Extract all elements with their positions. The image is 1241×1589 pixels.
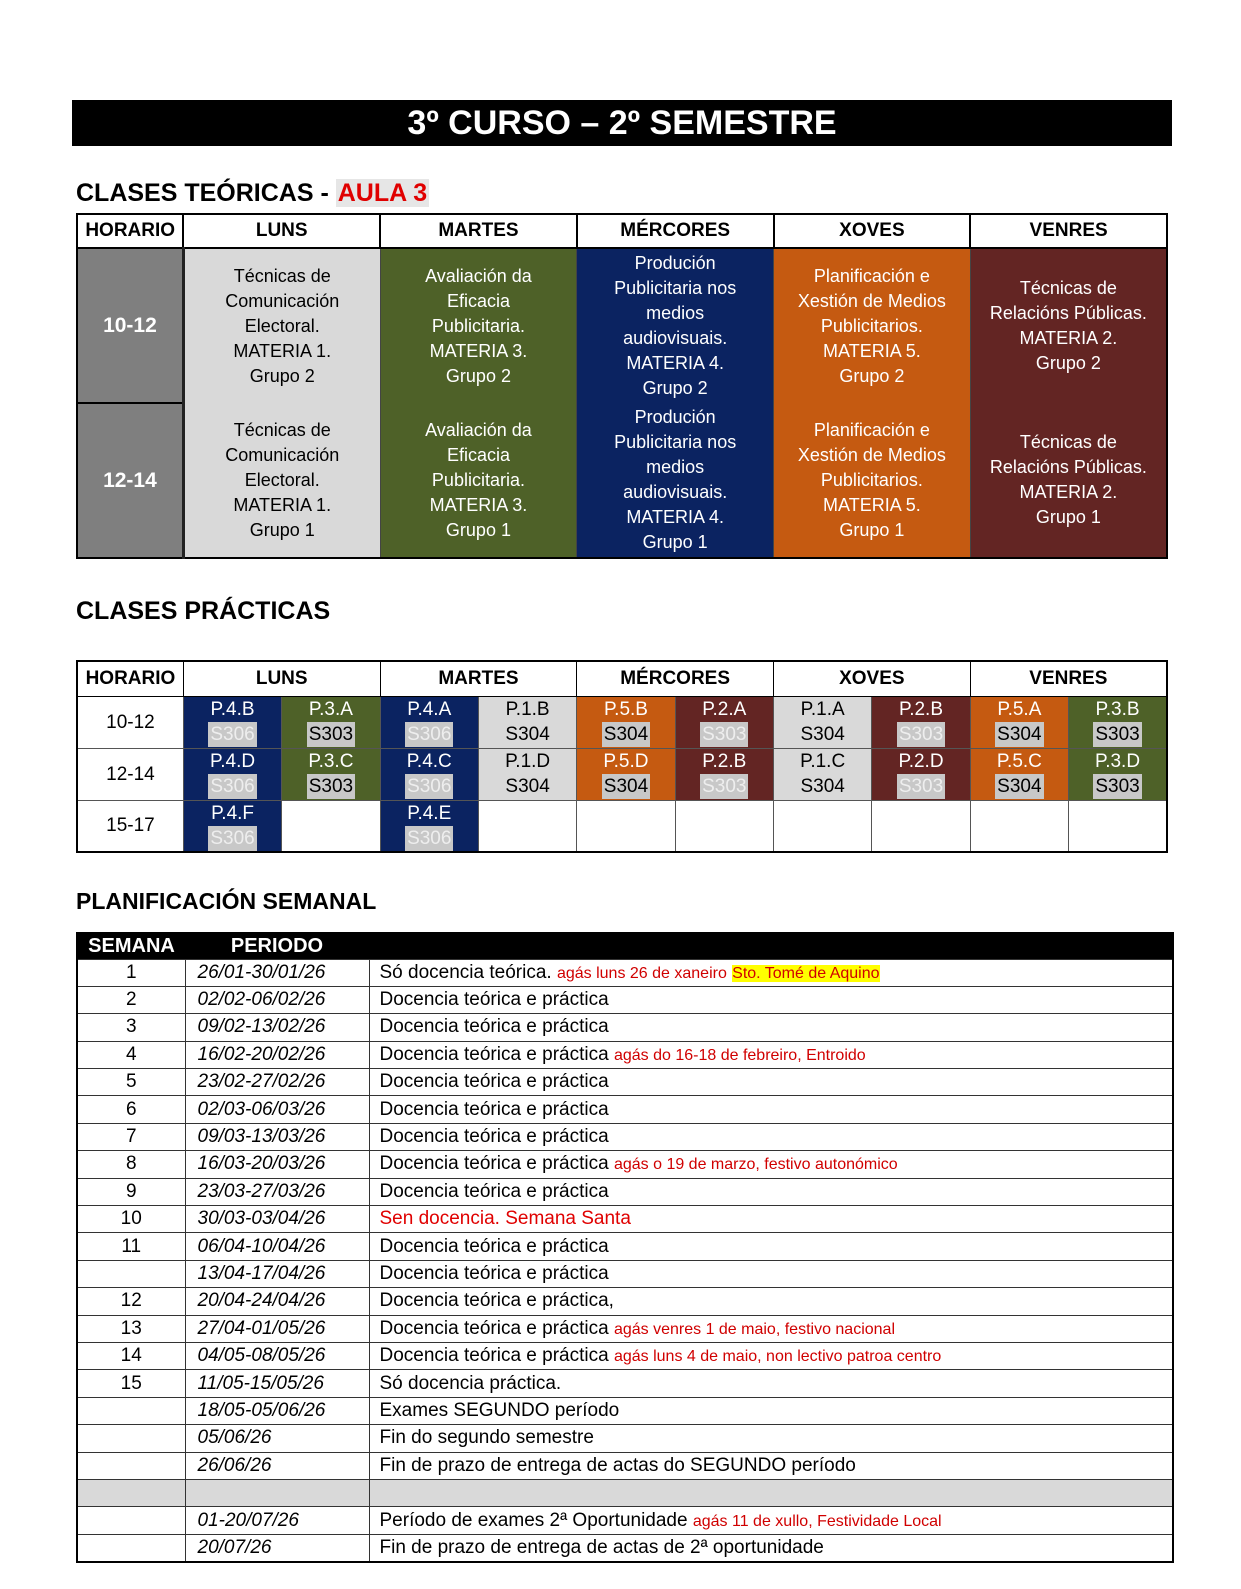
weekly-row <box>77 986 1173 1013</box>
exception-note: agás luns 26 de xaneiro <box>556 964 727 982</box>
room-code: S304 <box>800 724 845 745</box>
week-number: 10 <box>77 1206 185 1233</box>
exception-note: agás do 16-18 de febreiro, Entroido <box>613 1046 866 1064</box>
group-code: P.4.F <box>211 802 255 824</box>
class-line: Grupo 1 <box>445 519 511 540</box>
practice-row <box>77 748 1167 800</box>
week-period: 26/01-30/01/26 <box>185 959 369 986</box>
practice-group-cell <box>970 696 1068 748</box>
room-code: S303 <box>898 724 944 745</box>
time-slot: 12-14 <box>77 748 183 800</box>
class-line: MATERIA 4. <box>626 353 725 373</box>
week-period: 09/02-13/02/26 <box>185 1014 369 1041</box>
class-line: medios <box>646 303 705 323</box>
class-line: Técnicas de <box>233 265 331 286</box>
week-number: 8 <box>77 1151 185 1178</box>
week-description <box>369 1425 1173 1452</box>
practice-group-cell <box>380 696 478 748</box>
practice-group-cell <box>478 696 576 748</box>
group-code: P.1.C <box>800 751 846 772</box>
weekly-row <box>77 1069 1173 1096</box>
practice-group-cell <box>282 696 380 748</box>
room-code: S304 <box>603 776 649 797</box>
week-number <box>77 1479 185 1506</box>
theory-header-cell: VENRES <box>970 214 1167 248</box>
week-period: 04/05-08/05/26 <box>185 1342 369 1369</box>
week-description <box>369 986 1173 1013</box>
description-text: Docencia teórica e práctica <box>379 1235 609 1257</box>
description-text: Fin do segundo semestre <box>379 1427 594 1449</box>
week-number <box>77 1507 185 1534</box>
practice-heading: CLASES PRÁCTICAS <box>76 597 331 625</box>
group-code: P.4.C <box>406 751 452 772</box>
group-code: P.3.D <box>1094 751 1141 772</box>
week-number <box>77 1425 185 1452</box>
week-number: 6 <box>77 1096 185 1123</box>
week-description <box>369 1206 1173 1233</box>
class-line: MATERIA 5. <box>823 494 921 515</box>
class-line: Xestión de Medios <box>797 290 946 311</box>
class-line: Publicitaria. <box>431 469 525 490</box>
weekly-row <box>77 1452 1173 1479</box>
group-code: P.5.D <box>603 751 649 772</box>
week-period: 26/06/26 <box>185 1452 369 1479</box>
class-line: Xestión de Medios <box>797 444 946 465</box>
week-period: 20/04-24/04/26 <box>185 1288 369 1315</box>
practice-group-cell <box>970 800 1068 852</box>
week-description <box>369 1507 1173 1534</box>
theory-class-cell <box>183 248 380 403</box>
practice-group-cell <box>282 748 380 800</box>
description-text: Fin de prazo de entrega de actas do SEGUNDO período <box>379 1454 856 1476</box>
group-code: P.1.A <box>800 699 845 720</box>
room-code: S304 <box>505 724 550 745</box>
room-code: S306 <box>407 827 452 849</box>
class-line: Grupo 2 <box>249 365 315 386</box>
week-description <box>369 1178 1173 1205</box>
room-code: S304 <box>505 776 550 797</box>
week-number: 12 <box>77 1288 185 1315</box>
practice-group-cell <box>773 748 871 800</box>
description-text: Sen docencia. Semana Santa <box>379 1208 631 1230</box>
weekly-row <box>77 1233 1173 1260</box>
group-code: P.4.B <box>210 699 255 720</box>
room-code: S306 <box>407 776 452 797</box>
practice-schedule-table <box>76 660 1168 853</box>
weekly-row <box>77 1288 1173 1315</box>
week-number: 3 <box>77 1014 185 1041</box>
theory-header-row <box>77 214 1167 248</box>
week-period: 23/02-27/02/26 <box>185 1069 369 1096</box>
practice-group-cell <box>577 696 675 748</box>
class-line: Grupo 1 <box>249 519 315 540</box>
weekly-plan-table <box>76 932 1174 1563</box>
class-line: Grupo 1 <box>1035 507 1101 527</box>
group-code: P.5.A <box>997 699 1042 720</box>
practice-group-cell <box>675 748 773 800</box>
week-period: 02/02-06/02/26 <box>185 986 369 1013</box>
room-code: S303 <box>308 776 354 797</box>
description-text: Docencia teórica e práctica <box>379 1071 609 1093</box>
class-line: Electoral. <box>244 469 320 490</box>
practice-group-cell <box>773 800 871 852</box>
description-text: Docencia teórica e práctica <box>379 1317 609 1339</box>
week-number: 2 <box>77 986 185 1013</box>
week-description <box>369 1315 1173 1342</box>
room-code: S303 <box>1095 724 1140 745</box>
practice-header-cell: VENRES <box>970 661 1167 696</box>
class-line: Publicitarios. <box>820 315 923 336</box>
room-code: S304 <box>997 724 1042 745</box>
week-description <box>369 1151 1173 1178</box>
week-description <box>369 1233 1173 1260</box>
description-text: Fin de prazo de entrega de actas de 2ª oportunidade <box>379 1536 824 1558</box>
week-number: 4 <box>77 1041 185 1068</box>
weekly-row <box>77 1041 1173 1068</box>
theory-heading-text: CLASES TEÓRICAS - <box>76 179 336 207</box>
exception-note: agás 11 de xullo, Festividade Local <box>692 1512 942 1530</box>
class-line: Eficacia <box>446 444 510 465</box>
class-line: medios <box>646 457 705 477</box>
group-code: P.2.D <box>898 751 944 772</box>
practice-header-cell: MÉRCORES <box>577 661 774 696</box>
class-line: Técnicas de <box>233 419 331 440</box>
group-code: P.4.A <box>407 699 452 720</box>
practice-group-cell <box>872 748 970 800</box>
practice-group-cell <box>577 800 675 852</box>
practice-group-cell <box>478 748 576 800</box>
class-line: Relacións Públicas. <box>989 303 1147 323</box>
practice-group-cell <box>872 696 970 748</box>
description-text: Docencia teórica e práctica <box>379 989 609 1011</box>
week-description <box>369 959 1173 986</box>
weekly-row <box>77 1534 1173 1561</box>
group-code: P.2.B <box>898 699 944 720</box>
class-line: audiovisuais. <box>623 482 728 502</box>
time-slot: 12-14 <box>77 403 183 558</box>
practice-group-cell <box>577 748 675 800</box>
class-line: Relacións Públicas. <box>989 457 1147 477</box>
room-code: S306 <box>210 776 255 797</box>
week-description <box>369 1096 1173 1123</box>
description-text: Só docencia práctica. <box>379 1372 562 1394</box>
weekly-row <box>77 1123 1173 1150</box>
class-line: MATERIA 1. <box>233 340 332 361</box>
class-line: Grupo 2 <box>1035 353 1101 373</box>
class-line: Grupo 1 <box>839 519 905 540</box>
class-line: Comunicación <box>225 444 340 465</box>
week-period: 30/03-03/04/26 <box>185 1206 369 1233</box>
room-code: S304 <box>997 776 1042 797</box>
practice-group-cell <box>1069 696 1167 748</box>
room-code: S306 <box>407 724 452 745</box>
week-description <box>369 1288 1173 1315</box>
theory-class-cell <box>774 403 971 558</box>
week-period: 02/03-06/03/26 <box>185 1096 369 1123</box>
week-number: 5 <box>77 1069 185 1096</box>
theory-header-cell: XOVES <box>774 214 971 248</box>
class-line: Grupo 1 <box>642 532 708 552</box>
description-text: Exames SEGUNDO período <box>379 1399 620 1421</box>
practice-row <box>77 696 1167 748</box>
room-code: S304 <box>800 776 845 797</box>
class-line: Planificación e <box>813 419 930 440</box>
description-text: Docencia teórica e práctica <box>379 1345 609 1367</box>
practice-header-cell: HORARIO <box>77 661 183 696</box>
week-description <box>369 1370 1173 1397</box>
class-line: Avaliación da <box>425 265 532 286</box>
week-number: 14 <box>77 1342 185 1369</box>
exception-note: agás o 19 de marzo, festivo autonómico <box>613 1156 898 1174</box>
class-line: MATERIA 3. <box>429 340 528 361</box>
room-code: S303 <box>702 776 747 797</box>
practice-group-cell <box>183 748 281 800</box>
room-code: S304 <box>603 724 649 745</box>
theory-header-cell: MÉRCORES <box>577 214 774 248</box>
week-number <box>77 1397 185 1424</box>
class-line: Publicitarios. <box>820 469 923 490</box>
description-text: Docencia teórica e práctica <box>379 1180 609 1202</box>
practice-group-cell <box>872 800 970 852</box>
weekly-row <box>77 959 1173 986</box>
holiday-highlight: Sto. Tomé de Aquino <box>732 964 880 982</box>
class-line: MATERIA 3. <box>429 494 528 515</box>
practice-group-cell <box>282 800 380 852</box>
practice-group-cell <box>183 800 281 852</box>
week-number: 15 <box>77 1370 185 1397</box>
weekly-row <box>77 1096 1173 1123</box>
group-code: P.5.C <box>996 751 1042 772</box>
class-line: Avaliación da <box>425 419 532 440</box>
theory-header-cell: LUNS <box>183 214 380 248</box>
class-line: audiovisuais. <box>623 328 728 348</box>
class-line: Planificación e <box>813 265 930 286</box>
theory-class-cell <box>577 403 774 558</box>
theory-class-cell <box>774 248 971 403</box>
weekly-row <box>77 1507 1173 1534</box>
practice-header-row <box>77 661 1167 696</box>
description-text: Docencia teórica e práctica <box>379 1126 609 1148</box>
practice-header-cell: LUNS <box>183 661 380 696</box>
weekly-row <box>77 1315 1173 1342</box>
practice-header-cell: XOVES <box>773 661 970 696</box>
weekly-row <box>77 1178 1173 1205</box>
class-line: Publicitaria nos <box>614 278 737 298</box>
weekly-row <box>77 1151 1173 1178</box>
weekly-row <box>77 1370 1173 1397</box>
weekly-header-cell <box>369 933 1173 959</box>
practice-group-cell <box>478 800 576 852</box>
class-line: MATERIA 2. <box>1019 328 1118 348</box>
weekly-row <box>77 1397 1173 1424</box>
class-line: MATERIA 5. <box>823 340 921 361</box>
practice-row <box>77 800 1167 852</box>
week-period: 05/06/26 <box>185 1425 369 1452</box>
theory-header-cell: MARTES <box>380 214 577 248</box>
practice-group-cell <box>1069 748 1167 800</box>
week-period <box>185 1479 369 1506</box>
room-code: S303 <box>1095 776 1140 797</box>
week-description <box>369 1342 1173 1369</box>
page-title: 3º CURSO – 2º SEMESTRE <box>72 100 1172 146</box>
theory-heading <box>76 178 429 208</box>
class-line: Grupo 2 <box>839 365 905 386</box>
description-text: Docencia teórica e práctica <box>379 1262 609 1284</box>
group-code: P.2.A <box>702 699 747 720</box>
week-period: 13/04-17/04/26 <box>185 1260 369 1287</box>
week-description <box>369 1014 1173 1041</box>
weekly-header-row <box>77 933 1173 959</box>
week-description <box>369 1069 1173 1096</box>
room-code: S306 <box>210 827 255 849</box>
class-line: Produción <box>634 253 716 273</box>
description-text: Período de exames 2ª Oportunidade <box>379 1509 688 1531</box>
group-code: P.3.A <box>308 699 353 720</box>
week-period: 06/04-10/04/26 <box>185 1233 369 1260</box>
class-line: Técnicas de <box>1019 278 1117 298</box>
class-line: MATERIA 1. <box>233 494 332 515</box>
class-line: MATERIA 4. <box>626 507 725 527</box>
week-number: 11 <box>77 1233 185 1260</box>
week-period: 20/07/26 <box>185 1534 369 1561</box>
group-code: P.4.E <box>407 802 452 824</box>
class-line: Eficacia <box>446 290 510 311</box>
weekly-heading: PLANIFICACIÓN SEMANAL <box>76 888 377 914</box>
group-code: P.1.D <box>505 751 551 772</box>
weekly-row <box>77 1260 1173 1287</box>
week-description <box>369 1397 1173 1424</box>
room-code: S306 <box>210 724 255 745</box>
room-code: S303 <box>308 724 354 745</box>
practice-group-cell <box>380 748 478 800</box>
time-slot: 10-12 <box>77 696 183 748</box>
description-text: Docencia teórica e práctica, <box>379 1290 614 1312</box>
week-number: 7 <box>77 1123 185 1150</box>
week-period: 27/04-01/05/26 <box>185 1315 369 1342</box>
weekly-row <box>77 1014 1173 1041</box>
week-number <box>77 1534 185 1561</box>
theory-row <box>77 403 1167 558</box>
description-text: Docencia teórica e práctica <box>379 1043 609 1065</box>
week-number: 1 <box>77 959 185 986</box>
theory-class-cell <box>970 403 1167 558</box>
group-code: P.4.D <box>210 751 256 772</box>
weekly-header-cell: SEMANA <box>77 933 185 959</box>
exception-note: agás venres 1 de maio, festivo nacional <box>613 1320 896 1338</box>
practice-header-cell: MARTES <box>380 661 577 696</box>
class-line: MATERIA 2. <box>1019 482 1118 502</box>
theory-class-cell <box>380 248 577 403</box>
class-line: Técnicas de <box>1019 432 1117 452</box>
week-period: 18/05-05/06/26 <box>185 1397 369 1424</box>
week-description <box>369 1041 1173 1068</box>
week-description <box>369 1260 1173 1287</box>
week-period: 23/03-27/03/26 <box>185 1178 369 1205</box>
group-code: P.1.B <box>505 699 550 720</box>
class-line: Grupo 2 <box>445 365 511 386</box>
room-code: S303 <box>702 724 747 745</box>
practice-group-cell <box>183 696 281 748</box>
weekly-row <box>77 1206 1173 1233</box>
class-line: Electoral. <box>244 315 320 336</box>
description-text: Docencia teórica e práctica <box>379 1153 609 1175</box>
week-number: 9 <box>77 1178 185 1205</box>
group-code: P.3.B <box>1095 699 1140 720</box>
weekly-row <box>77 1425 1173 1452</box>
practice-group-cell <box>970 748 1068 800</box>
exception-note: agás luns 4 de maio, non lectivo patroa centro <box>613 1348 942 1366</box>
class-line: Publicitaria nos <box>614 432 737 452</box>
theory-class-cell <box>970 248 1167 403</box>
time-slot: 15-17 <box>77 800 183 852</box>
week-number: 13 <box>77 1315 185 1342</box>
week-number <box>77 1260 185 1287</box>
theory-class-cell <box>577 248 774 403</box>
week-period: 16/03-20/03/26 <box>185 1151 369 1178</box>
week-description <box>369 1123 1173 1150</box>
week-period: 01-20/07/26 <box>185 1507 369 1534</box>
time-slot: 10-12 <box>77 248 183 403</box>
class-line: Grupo 2 <box>642 378 708 398</box>
group-code: P.3.C <box>308 751 354 772</box>
theory-class-cell <box>380 403 577 558</box>
class-line: Publicitaria. <box>431 315 525 336</box>
room-code: S303 <box>898 776 944 797</box>
theory-row <box>77 248 1167 403</box>
class-line: Produción <box>634 407 716 427</box>
week-description <box>369 1479 1173 1506</box>
practice-group-cell <box>380 800 478 852</box>
week-description <box>369 1452 1173 1479</box>
group-code: P.2.B <box>702 751 747 772</box>
practice-group-cell <box>675 696 773 748</box>
week-period: 11/05-15/05/26 <box>185 1370 369 1397</box>
practice-group-cell <box>1069 800 1167 852</box>
theory-class-cell <box>183 403 380 558</box>
week-description <box>369 1534 1173 1561</box>
description-text: Docencia teórica e práctica <box>379 1016 609 1038</box>
weekly-row <box>77 1342 1173 1369</box>
theory-schedule-table <box>76 213 1168 559</box>
practice-group-cell <box>675 800 773 852</box>
theory-room-tag: AULA 3 <box>337 179 428 207</box>
description-text: Só docencia teórica. <box>379 961 552 983</box>
practice-group-cell <box>773 696 871 748</box>
week-period: 16/02-20/02/26 <box>185 1041 369 1068</box>
week-number <box>77 1452 185 1479</box>
theory-header-cell: HORARIO <box>77 214 183 248</box>
class-line: Comunicación <box>225 290 340 311</box>
group-code: P.5.B <box>603 699 648 720</box>
weekly-header-cell: PERIODO <box>185 933 369 959</box>
weekly-row <box>77 1479 1173 1506</box>
week-period: 09/03-13/03/26 <box>185 1123 369 1150</box>
description-text: Docencia teórica e práctica <box>379 1098 609 1120</box>
